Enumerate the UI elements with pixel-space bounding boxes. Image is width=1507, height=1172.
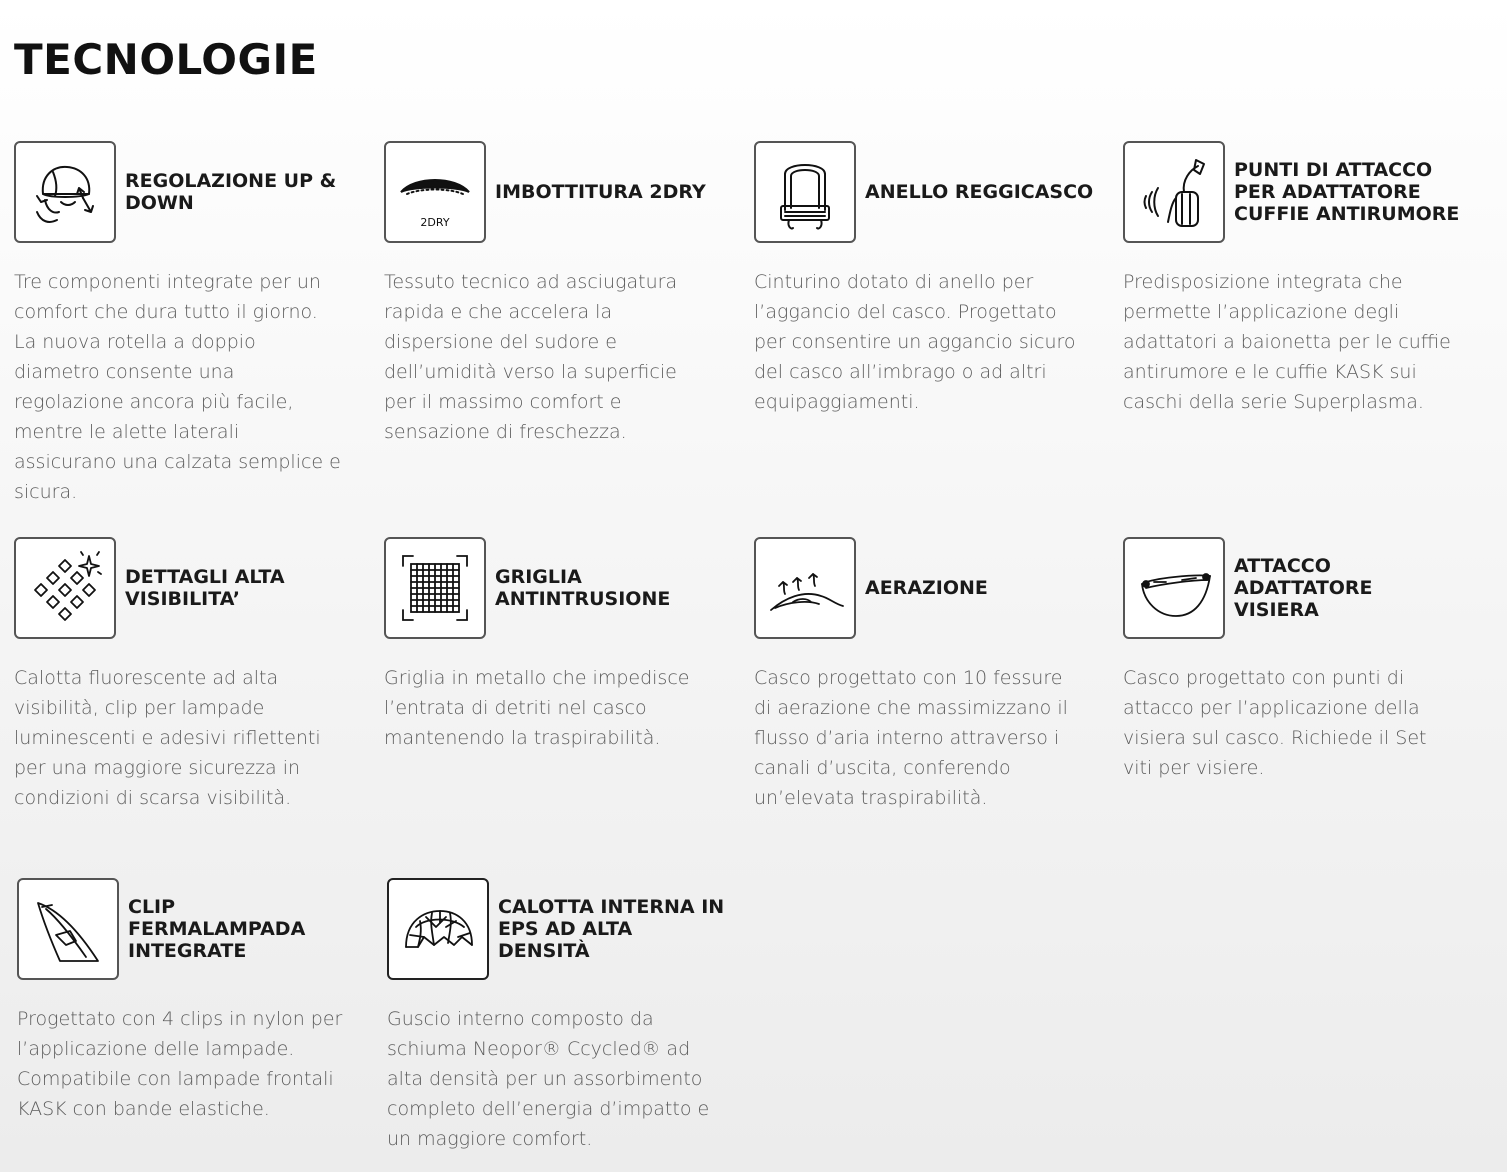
ear-muff-mount-icon bbox=[1123, 141, 1225, 243]
tech-title: AERAZIONE bbox=[865, 577, 988, 599]
page-title: TECNOLOGIE bbox=[14, 35, 318, 84]
tech-card-up-down-adjustment bbox=[14, 139, 354, 507]
lamp-clip-icon bbox=[17, 878, 119, 980]
tech-card-visor-adapter bbox=[1123, 535, 1463, 783]
tech-title: REGOLAZIONE UP & DOWN bbox=[125, 170, 337, 214]
tech-description: Tre componenti integrate per un comfort che dura tutto il giorno. La nuova rotella a doppio diametro consente una regolazione ancora più facile, mentre le alette laterali assicurano una calzata semplice e sicura. bbox=[14, 271, 341, 503]
tech-card-ear-muff-mount bbox=[1123, 139, 1463, 417]
tech-card-2dry-padding bbox=[384, 139, 724, 447]
eps-shell-icon bbox=[387, 878, 489, 980]
tech-card-lamp-clip bbox=[17, 876, 357, 1124]
helmet-adjust-icon bbox=[14, 141, 116, 243]
tech-description: Predisposizione integrata che permette l’applicazione degli adattatori a baionetta per le cuffie antirumore e le cuffie KASK sui caschi della serie Superplasma. bbox=[1123, 271, 1451, 413]
tech-title: ANELLO REGGICASCO bbox=[865, 181, 1094, 203]
tech-description: Casco progettato con punti di attacco per l’applicazione della visiera sul casco. Richiede il Set viti per visiere. bbox=[1123, 667, 1427, 779]
tech-description: Griglia in metallo che impedisce l’entrata di detriti nel casco mantenendo la traspirabilità. bbox=[384, 667, 690, 749]
tech-description: Guscio interno composto da schiuma Neopor® Ccycled® ad alta densità per un assorbimento completo dell’energia d’impatto e un maggiore comfort. bbox=[387, 1008, 710, 1150]
tech-title: PUNTI DI ATTACCO PER ADATTATORE CUFFIE ANTIRUMORE bbox=[1234, 159, 1460, 225]
tech-title: ATTACCO ADATTATORE VISIERA bbox=[1234, 555, 1373, 621]
tech-description: Cinturino dotato di anello per l’aggancio del casco. Progettato per consentire un aggancio sicuro del casco all’imbrago o ad altri equipaggiamenti. bbox=[754, 271, 1076, 413]
tech-card-ventilation bbox=[754, 535, 1094, 813]
mesh-grid-icon bbox=[384, 537, 486, 639]
strap-ring-icon bbox=[754, 141, 856, 243]
tech-description: Calotta fluorescente ad alta visibilità, clip per lampade luminescenti e adesivi riflettenti per una maggiore sicurezza in condizioni di scarsa visibilità. bbox=[14, 667, 321, 809]
tech-description: Casco progettato con 10 fessure di aerazione che massimizzano il flusso d’aria interno attraverso i canali d’uscita, conferendo un’elevata traspirabilità. bbox=[754, 667, 1068, 809]
tech-card-mesh-grid bbox=[384, 535, 724, 753]
visor-mount-icon bbox=[1123, 537, 1225, 639]
tech-card-helmet-ring bbox=[754, 139, 1094, 417]
ventilation-icon bbox=[754, 537, 856, 639]
tech-card-high-visibility bbox=[14, 535, 354, 813]
icon-label: 2DRY bbox=[420, 216, 450, 229]
tech-description: Tessuto tecnico ad asciugatura rapida e che accelera la dispersione del sudore e dell’umidità verso la superficie per il massimo comfort e sensazione di freschezza. bbox=[384, 271, 678, 443]
tech-title: CLIP FERMALAMPADA INTEGRATE bbox=[128, 896, 306, 962]
tech-card-eps-shell bbox=[387, 876, 727, 1154]
high-visibility-icon bbox=[14, 537, 116, 639]
tech-title: GRIGLIA ANTINTRUSIONE bbox=[495, 566, 671, 610]
tech-title: IMBOTTITURA 2DRY bbox=[495, 181, 706, 203]
tech-description: Progettato con 4 clips in nylon per l’applicazione delle lampade. Compatibile con lampade frontali KASK con bande elastiche. bbox=[17, 1008, 343, 1120]
padding-2dry-icon bbox=[384, 141, 486, 243]
tech-title: CALOTTA INTERNA IN EPS AD ALTA DENSITÀ bbox=[498, 896, 725, 962]
tech-title: DETTAGLI ALTA VISIBILITA’ bbox=[125, 566, 285, 610]
